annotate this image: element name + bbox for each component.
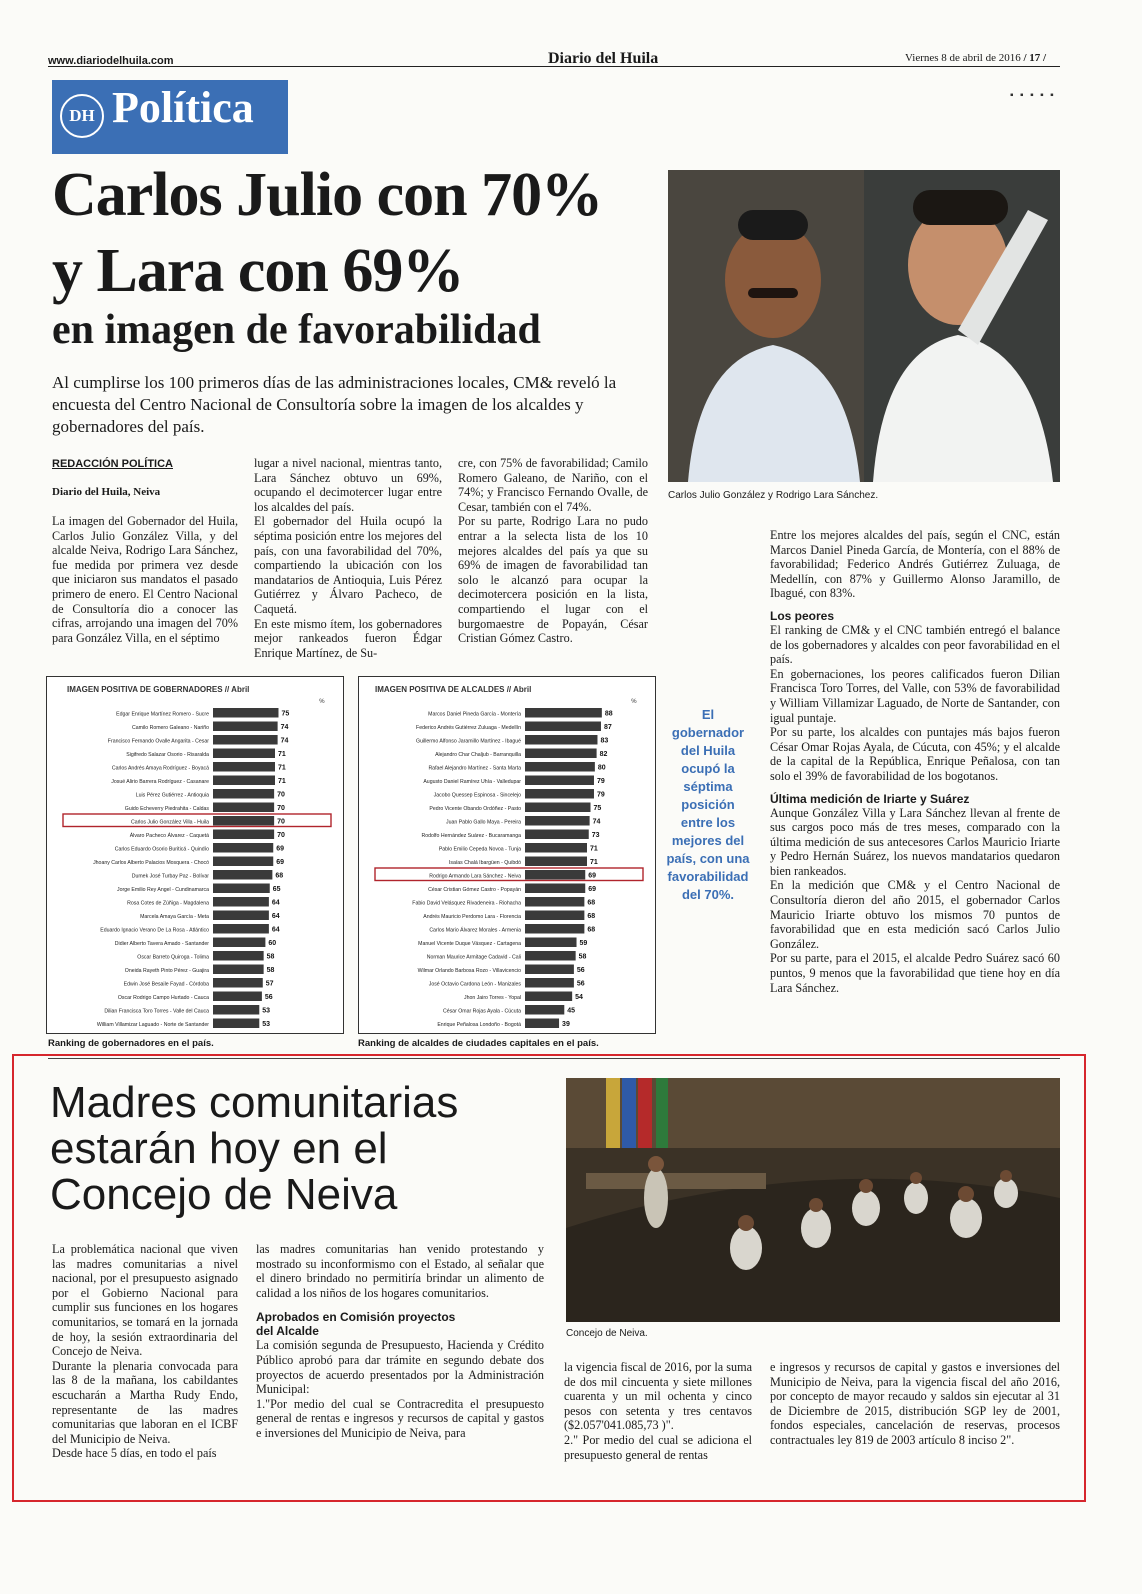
bar	[213, 816, 274, 826]
category-label: Juan Pablo Gallo Maya - Pereira	[446, 819, 521, 826]
bar	[213, 965, 264, 975]
category-label: Rosa Cotes de Zúñiga - Magdalena	[127, 900, 209, 907]
bar	[525, 1005, 564, 1015]
category-label: Pablo Emilio Cepeda Novoa - Tunja	[438, 846, 521, 853]
byline: REDACCIÓN POLÍTICA	[52, 458, 173, 470]
value-label: 71	[589, 845, 598, 853]
value-label: 79	[596, 778, 605, 785]
category-label: Wilmar Orlando Barbosa Rozo - Villavicencio	[417, 968, 521, 974]
value-label: 58	[266, 967, 275, 974]
second-subhead: Aprobados en Comisión proyectos del Alcalde	[256, 1310, 456, 1339]
article-column-1: La imagen del Gobernador del Huila, Carlos Julio González Villa, y del alcalde Neiva, Rodrigo Lara Sánchez, fue medida por primera vez desde que iniciaron sus mandatos el pasado primero de enero. El Centro Nacional de Consultoría dio a conocer las cifras, arrojando una imagen del 70% para González Villa, en el séptimo	[52, 514, 238, 645]
category-label: Guido Echeverry Piedrahita - Caldas	[124, 806, 209, 812]
bar	[525, 735, 597, 745]
bar	[213, 830, 274, 840]
value-label: 87	[603, 724, 612, 731]
value-label: 80	[597, 764, 606, 772]
category-label: Jhoany Carlos Alberto Palacios Mosquera - Chocó	[93, 860, 209, 866]
value-label: 70	[277, 805, 285, 812]
bar	[213, 951, 264, 961]
category-label: Jacobo Quessep Espinosa - Sincelejo	[433, 792, 521, 799]
bar	[213, 870, 272, 880]
council-photo	[566, 1078, 1060, 1322]
bar	[213, 762, 275, 772]
photo-caption: Carlos Julio González y Rodrigo Lara Sánchez.	[668, 490, 879, 501]
bar	[213, 1005, 259, 1015]
category-label: Josué Alirio Barrera Rodríguez - Casanare	[111, 779, 209, 785]
value-label: 70	[277, 791, 285, 799]
bar	[525, 789, 594, 799]
value-label: 74	[280, 724, 289, 731]
value-label: 59	[579, 940, 588, 947]
section-logo: DH	[60, 94, 104, 138]
category-label: Carlos Mario Álvarez Morales - Armenia	[429, 927, 521, 934]
bar	[525, 870, 585, 880]
category-label: Rodrigo Armando Lara Sánchez - Neiva	[429, 873, 521, 880]
value-label: 69	[588, 886, 597, 893]
page-date	[905, 52, 1046, 64]
mayors-chart-caption: Ranking de alcaldes de ciudades capitales en el país.	[358, 1038, 599, 1049]
value-label: 56	[576, 980, 585, 988]
bar	[213, 911, 269, 921]
bar	[525, 884, 585, 894]
value-label: 65	[272, 886, 281, 893]
category-label: Francisco Fernando Ovalle Angarita - Cesar	[107, 738, 209, 745]
category-label: Enrique Peñalosa Londoño - Bogotá	[437, 1022, 521, 1028]
article-column-2: lugar a nivel nacional, mientras tanto, Lara Sánchez obtuvo un 69%, ocupando el decimotercer lugar entre los alcaldes del país. El gobernador del Huila ocupó la séptima posición entre los mejores del país, con una favorabilidad del 70%, compartiendo la ubicación con los mandatarios de Antioquia, Luis Pérez Gutiérrez y Álvaro Pacheco, de Caquetá. En este mismo ítem, los gobernadores mejor rankeados fueron Édgar Enrique Martínez, de Su-	[254, 456, 442, 660]
value-label: 71	[277, 778, 286, 785]
category-label: Rodolfo Hernández Suárez - Bucaramanga	[421, 833, 521, 839]
value-label: 71	[277, 764, 286, 772]
lead-paragraph: Al cumplirse los 100 primeros días de las administraciones locales, CM& reveló la encuesta del Centro Nacional de Consultoría sobre la imagen de los alcaldes y gobernadores del país.	[52, 373, 617, 436]
category-label: Pedro Vicente Obando Ordóñez - Pasto	[429, 806, 521, 812]
chart-title: IMAGEN POSITIVA DE ALCALDES // Abril	[375, 685, 532, 694]
value-label: 82	[599, 751, 608, 758]
bar	[213, 843, 273, 853]
bar	[213, 722, 278, 732]
category-label: Manuel Vicente Duque Vásquez - Cartagena	[418, 941, 521, 947]
bar	[525, 1019, 559, 1029]
unit-label: %	[319, 699, 325, 705]
value-label: 83	[600, 737, 609, 745]
value-label: 68	[587, 913, 596, 920]
bar	[525, 857, 587, 867]
bar	[213, 992, 262, 1002]
category-label: Carlos Eduardo Osorio Buriticá - Quindío	[114, 846, 209, 853]
category-label: Carlos Julio González Villa - Huila	[130, 819, 209, 826]
governors-chart-caption: Ranking de gobernadores en el país.	[48, 1038, 214, 1049]
category-label: Norman Maurice Armitage Cadavid - Cali	[426, 954, 521, 961]
category-label: Oscar Barreto Quiroga - Tolima	[137, 954, 209, 961]
category-label: Augusto Daniel Ramírez Uhía - Valledupar	[423, 779, 521, 785]
value-label: 68	[275, 872, 284, 880]
value-label: 56	[576, 967, 585, 974]
bar	[213, 749, 275, 759]
bar	[213, 1019, 259, 1029]
bar	[525, 830, 589, 840]
bar	[213, 789, 274, 799]
bar	[213, 708, 278, 718]
bar	[525, 722, 601, 732]
pull-quote: El gobernador del Huila ocupó la séptima posición entre los mejores del país, con una favorabilidad del 70%.	[666, 707, 750, 902]
col4-paragraph-3: Aunque González Villa y Lara Sánchez llevan al frente de sus cargos poco más de tres meses, comparado con la última medición de sus antecesores Carlos Mauricio Iriarte y Pedro Hernán Suárez, los nuevos mandatarios quedaron bien rankeados. En la medición que CM& y el Centro Nacional de Consultoría dieron del año 2015, el gobernador Carlos Mauricio Iriarte obtuvo los mismos 70 puntos de favorabilidad que en esta medición sacó Carlos Julio González. Por su parte, para el 2015, el alcalde Pedro Suárez sacó 60 puntos, 9 menos que la favorabilidad que tiene hoy en día Lara Sánchez.	[770, 805, 1060, 995]
category-label: Federico Andrés Gutiérrez Zuluaga - Medellín	[416, 725, 521, 731]
value-label: 70	[277, 832, 285, 839]
bar	[525, 978, 574, 988]
bar	[213, 938, 265, 948]
bar	[213, 803, 274, 813]
bar	[213, 884, 270, 894]
date-text: Viernes 8 de abril de 2016	[905, 52, 1021, 64]
bar	[525, 965, 574, 975]
article-column-4	[770, 528, 1060, 995]
value-label: 75	[281, 710, 290, 718]
category-label: Edwin José Besaile Fayad - Córdoba	[123, 981, 209, 988]
category-label: Guillermo Alfonso Jaramillo Martínez - Ibagué	[416, 738, 521, 745]
bar	[213, 978, 263, 988]
category-label: Marcos Daniel Pineda García - Montería	[428, 711, 521, 718]
category-label: José Octavio Cardona León - Manizales	[428, 981, 521, 988]
value-label: 53	[262, 1021, 271, 1028]
bar	[213, 857, 273, 867]
second-headline-line2: estarán hoy en el	[50, 1124, 388, 1173]
category-label: Dumek José Turbay Paz - Bolívar	[131, 873, 209, 880]
bar	[525, 924, 584, 934]
subhead-worst: Los peores	[770, 608, 835, 623]
category-label: Oneida Rayeth Pinto Pérez - Guajira	[124, 968, 209, 974]
second-column-4: e ingresos y recursos de capital y gastos e inversiones del Municipio de Neiva, para la vigencia fiscal del año 2016, por concepto de mayor recaudo y saldos sin ejecutar al 31 de Diciembre de 2015, distribución SGP ley de 2001, fondos especiales, cancelación de reservas, procesos contractuales ley 819 de 2003 artículo 8 inciso 2".	[770, 1360, 1060, 1447]
category-label: Didier Alberto Tavera Amado - Santander	[114, 941, 209, 947]
value-label: 45	[567, 1007, 576, 1015]
subhead-last-measure: Última medición de Iriarte y Suárez	[770, 791, 970, 806]
main-headline-line3: en imagen de favorabilidad	[52, 307, 541, 353]
category-label: Alejandro Char Chaljub - Barranquilla	[435, 752, 521, 758]
second-column-1: La problemática nacional que viven las madres comunitarias a nivel nacional, por el presupuesto asignado por el Gobierno Nacional para cumplir sus funciones en los hogares comunitarios, se tomará en la jornada de hoy, la sesión extraordinaria del Concejo de Neiva. Durante la plenaria convocada para las 8 de la mañana, los cabildantes escucharán a Martha Rudy Endo, representante de las madres comunitarias que laboran en el ICBF del Municipio de Neiva. Desde hace 5 días, en todo el país	[52, 1242, 238, 1461]
category-label: Rafael Alejandro Martínez - Santa Marta	[428, 765, 521, 772]
bar	[525, 708, 602, 718]
bar	[525, 816, 590, 826]
decorative-dots: ▪ ▪ ▪ ▪ ▪	[1010, 90, 1056, 101]
value-label: 39	[562, 1021, 570, 1028]
value-label: 79	[596, 791, 605, 799]
value-label: 64	[271, 913, 280, 920]
category-label: Fabio David Velásquez Rivadeneira - Riohacha	[412, 900, 521, 907]
council-photo-caption: Concejo de Neiva.	[566, 1328, 648, 1339]
bar	[525, 951, 576, 961]
bar	[525, 992, 572, 1002]
second-column-3: la vigencia fiscal de 2016, por la suma de dos mil cincuenta y siete millones cuarenta y un mil ochenta y cinco pesos con setenta y tres centavos ($2.057'041.085,73 )". 2." Por medio del cual se adiciona el presupuesto general de rentas	[564, 1360, 752, 1462]
category-label: César Cristian Gómez Castro - Popayán	[428, 887, 521, 893]
category-label: Dilian Francisca Toro Torres - Valle del Cauca	[104, 1008, 209, 1015]
category-label: Sigifredo Salazar Osorio - Risaralda	[126, 752, 209, 758]
value-label: 69	[588, 872, 597, 880]
bar	[213, 735, 278, 745]
value-label: 70	[277, 818, 285, 826]
second-headline	[50, 1080, 458, 1218]
governor-mayor-photo	[668, 170, 1060, 482]
bar	[525, 762, 595, 772]
category-label: Jhon Jairo Torres - Yopal	[464, 995, 521, 1001]
bar	[525, 749, 597, 759]
value-label: 54	[575, 994, 583, 1001]
bar	[525, 911, 584, 921]
value-label: 68	[587, 899, 596, 907]
value-label: 75	[593, 805, 602, 812]
mayors-bar-chart	[359, 677, 655, 1033]
value-label: 64	[271, 899, 280, 907]
header-rule	[48, 66, 1060, 67]
value-label: 69	[276, 859, 285, 866]
mayors-chart	[358, 676, 656, 1034]
paper-name: Diario del Huila	[548, 50, 659, 67]
second-headline-line1: Madres comunitarias	[50, 1078, 459, 1127]
category-label: William Villamizar Laguado - Norte de Santander	[96, 1022, 209, 1028]
governors-bar-chart	[47, 677, 343, 1033]
second-column-2	[256, 1242, 544, 1441]
value-label: 71	[277, 751, 286, 758]
col4-paragraph-2: El ranking de CM& y el CNC también entregó el balance de los gobernadores y alcaldes con peor favorabilidad en el país. En gobernaciones, los peores calificados fueron Dilian Francisca Toro Torres, del Valle, con 53% de favorabilidad y William Villamizar Laguado, de Norte de Santander, con igual puntaje. Por su parte, los alcaldes con puntajes más bajos fueron César Omar Rojas Ayala, de Cúcuta, con 45%; y el alcalde de la capital de la República, Enrique Peñalosa, con tan solo el 39% de favorabilidad de los bogotanos.	[770, 622, 1060, 783]
category-label: Andrés Mauricio Perdomo Lara - Florencia	[423, 914, 521, 920]
bar	[525, 803, 590, 813]
bar	[525, 843, 587, 853]
article-column-3: cre, con 75% de favorabilidad; Camilo Romero Galeano, de Nariño, con el 74%; y Francisco Fernando Ovalle, de Cesar, también con el 74%. Por su parte, Rodrigo Lara no pudo entrar a la selecta lista de los 10 mejores alcaldes del país ya que su 69% de imagen de favorabilidad tan solo le alcanzó para ocupar la decimotercera posición en la lista, compartiendo el lugar con el burgomaestre de Popayán, César Cristian Gómez Castro.	[458, 456, 648, 646]
category-label: César Omar Rojas Ayala - Cúcuta	[442, 1008, 521, 1015]
main-headline-line2: y Lara con 69%	[52, 237, 464, 305]
unit-label: %	[631, 699, 637, 705]
second-headline-line3: Concejo de Neiva	[50, 1170, 398, 1219]
category-label: Luis Pérez Gutiérrez - Antioquia	[135, 792, 209, 799]
chart-title: IMAGEN POSITIVA DE GOBERNADORES // Abril	[67, 685, 250, 694]
value-label: 60	[268, 940, 277, 947]
value-label: 56	[264, 994, 273, 1001]
value-label: 58	[578, 953, 587, 961]
value-label: 71	[589, 859, 598, 866]
governors-chart	[46, 676, 344, 1034]
value-label: 73	[591, 832, 600, 839]
site-url[interactable]: www.diariodelhuila.com	[48, 55, 174, 67]
category-label: Camilo Romero Galeano - Nariño	[132, 725, 209, 731]
category-label: Oscar Rodrigo Campo Hurtado - Cauca	[117, 995, 209, 1001]
byline-place: Diario del Huila, Neiva	[52, 486, 161, 498]
value-label: 69	[276, 845, 285, 853]
main-headline-line1: Carlos Julio con 70%	[52, 161, 603, 229]
bar	[213, 897, 269, 907]
bar	[213, 924, 269, 934]
category-label: Carlos Andrés Amaya Rodríguez - Boyacá	[111, 765, 209, 772]
bar	[525, 776, 594, 786]
category-label: Jorge Emilio Rey Angel - Cundinamarca	[117, 887, 209, 893]
page-number: / 17 /	[1023, 52, 1047, 64]
value-label: 58	[266, 953, 275, 961]
value-label: 68	[587, 926, 596, 934]
second-col2-paragraph-2: La comisión segunda de Presupuesto, Hacienda y Crédito Público aprobó para dar trámite en segundo debate dos proyectos de acuerdo presentados por la Administración Municipal: 1."Por medio del cual se Contracredita el presupuesto general de rentas e ingresos y recursos de capital y gastos e inversiones del Municipio de Neiva, para	[256, 1338, 544, 1440]
bar	[525, 938, 577, 948]
second-col2-paragraph-1: las madres comunitarias han venido protestando y mostrado su inconformismo con el Estado, al señalar que el dinero brindado no permitiría brindar un alimento de calidad a los niños de los hogares comunitarios.	[256, 1242, 544, 1300]
bar	[213, 776, 275, 786]
value-label: 88	[604, 710, 613, 718]
category-label: Marcela Amaya García - Meta	[140, 914, 209, 920]
category-label: Edgar Enrique Martínez Romero - Sucre	[116, 711, 209, 718]
value-label: 57	[265, 980, 274, 988]
category-label: Isaías Chalá Ibargüen - Quibdó	[448, 860, 521, 866]
col4-paragraph-1: Entre los mejores alcaldes del país, según el CNC, están Marcos Daniel Pineda García, de Montería, con el 88% de favorabilidad; Federico Andrés Gutiérrez Zuluaga, de Medellín, con 87% y Guillermo Alonso Jaramillo, de Ibagué, con 83%.	[770, 528, 1060, 601]
category-label: Eduardo Ignacio Verano De La Rosa - Atlántico	[100, 927, 209, 934]
value-label: 53	[262, 1007, 271, 1015]
value-label: 74	[592, 818, 601, 826]
value-label: 74	[280, 737, 289, 745]
bar	[525, 897, 584, 907]
section-title: Política	[112, 83, 254, 132]
category-label: Álvaro Pacheco Álvarez - Caquetá	[129, 833, 209, 839]
value-label: 64	[271, 926, 280, 934]
